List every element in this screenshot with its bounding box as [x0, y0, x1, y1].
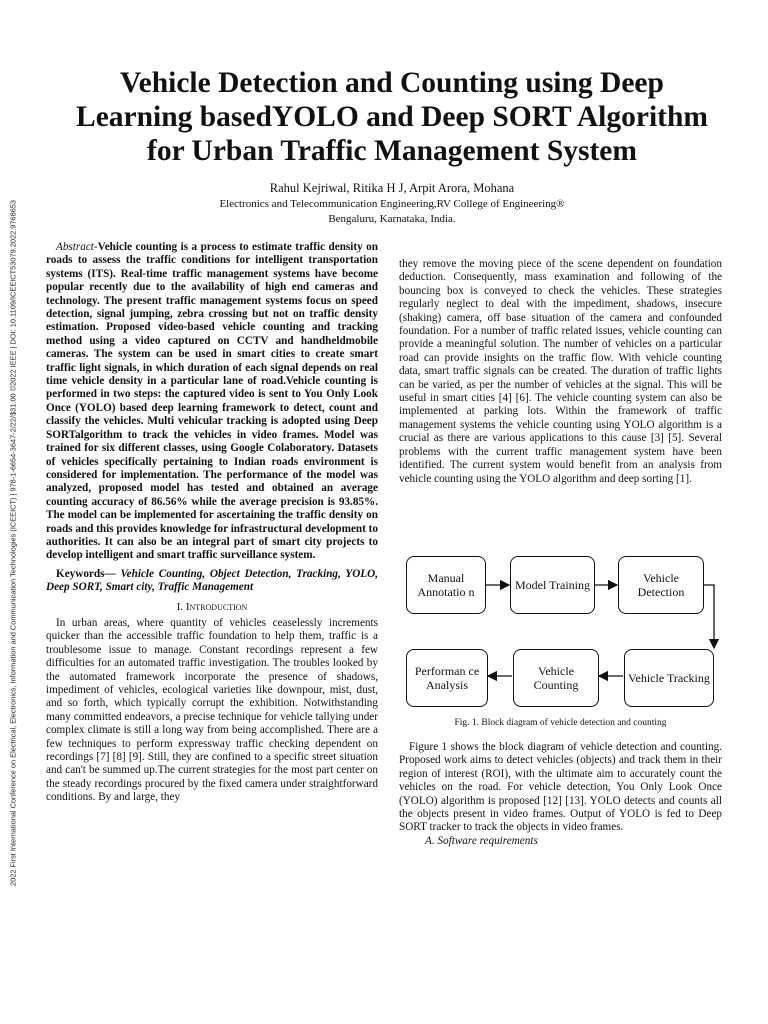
- right-column-paragraph: they remove the moving piece of the scene dependent on foundation deduction. Consequently, mass examination and following of the bouncing box is conveyed to check the vehicles. These strategies regularly neglect to deal with the impediment, shadows, insecure (shaking) camera, off base situation of the camera and confounded foundation. For a number of traffic related issues, vehicle counting can provide a meaningful solution. The number of vehicles on a particular road can provide insights on the traffic flow. With vehicle counting data, smart traffic signals can be created. The duration of traffic lights can be varied, as per the number of vehicles at the signal. This will be useful in smart cities [4] [6]. The vehicle counting system can also be implemented at parking lots. Within the framework of traffic management systems the vehicle counting using YOLO algorithm is a crucial as there are various applications to this cause [3] [5]. Several problems with the current traffic management system have been identified. The current system would benefit from an analysis from vehicle counting using the YOLO algorithm and deep sorting [1].: [399, 258, 722, 485]
- box-manual-annotation: Manual Annotatio n: [406, 556, 486, 614]
- affiliation-line-1: Electronics and Telecommunication Engineering,RV College of Engineering®: [219, 198, 565, 210]
- side-banner-text: 2022 First International Conference on Electrical, Electronics, Information and Communication Technologies (ICEEICT) | 978-1-6654-3647-2/22/$31.00 ©2022 IEEE | DOI: 10.1109/ICEEICT53079.2022.9768653: [8, 199, 18, 887]
- block-diagram: [399, 550, 722, 715]
- right-column: [399, 258, 722, 486]
- left-column: [46, 241, 378, 805]
- box-model-training: Model Training: [510, 556, 595, 614]
- keywords-text: Vehicle Counting, Object Detection, Tracking, YOLO, Deep SORT, Smart city, Traffic Management: [46, 567, 379, 594]
- section-title: Introduction: [185, 600, 248, 613]
- box-vehicle-detection: Vehicle Detection: [618, 556, 704, 614]
- box-performance-analysis: Performan ce Analysis: [406, 649, 488, 707]
- title-line-1: Vehicle Detection and Counting using Deep: [120, 67, 664, 99]
- abstract-text: Vehicle counting is a process to estimate traffic density on roads to assess the traffic conditions for intelligent transportation systems (ITS). Real-time traffic management systems have become popular recently due to the availability of high end cameras and technology. The present traffic management systems focus on speed detection, signal jumping, zebra crossing but not on traffic density estimation. Proposed video-based vehicle counting and tracking method using a video captured on CCTV and handheldmobile cameras. The system can be used in smart cities to create smart traffic light signals, in which duration of each signal depends on real time vehicle density in a particular lane of road.Vehicle counting is performed in two steps: the captured video is sent to You Only Look Once (YOLO) based deep learning framework to detect, count and classify the vehicles. Multi vehicular tracking is adopted using Deep SORTalgorithm to track the vehicles in video frames. Model was trained for six different classes, using Google Colaboratory. Datasets of vehicles specifically pertaining to Indian roads environment is considered for implementation. The performance of the model was analyzed, proposed model has tested and obtained an average counting accuracy of 86.56% while the average precision is 93.85%. The model can be implemented for ascertaining the traffic density on roads and this provides knowledge for infrastructural development to authorities. It can also be an integral part of smart city projects to develop intelligent and smart traffic surveillance system.: [46, 241, 378, 562]
- paper-title: [40, 66, 744, 168]
- title-line-2: Learning basedYOLO and Deep SORT Algorithm: [76, 101, 708, 133]
- abstract: [46, 241, 378, 563]
- abstract-label: Abstract-: [56, 241, 98, 253]
- title-line-3: for Urban Traffic Management System: [147, 135, 637, 167]
- conference-side-banner: [6, 128, 20, 958]
- figure-caption: Fig. 1. Block diagram of vehicle detection and counting: [454, 718, 667, 728]
- box-vehicle-tracking: Vehicle Tracking: [624, 649, 714, 707]
- section-heading-introduction: [46, 601, 378, 614]
- introduction-paragraph: In urban areas, where quantity of vehicles ceaselessly increments quicker than the accessible traffic foundation to help them, traffic is a troublesome issue to manage. Constant recordings represent a few difficulties for an automated traffic investigation. The troubles looked by the automated framework incorporate the presence of shadows, impediment of vehicles, ecological varieties like downpour, mist, dust, and so forth, which typically corrupt the exhibition. Notwithstanding many committed endeavors, a precise technique for vehicle tallying under complex climate is still a long way from being accomplished. There are a few techniques to perform expressway traffic checking dependent on recordings [7] [8] [9]. Still, they are confined to a specific street situation and can't be summed up.The current strategies for the most part center on the steady recordings procured by the fixed camera under straightforward conditions. By and large, they: [46, 616, 378, 804]
- authors: Rahul Kejriwal, Ritika H J, Arpit Arora, Mohana: [269, 181, 515, 195]
- affiliation: [40, 197, 744, 227]
- box-vehicle-counting: Vehicle Counting: [513, 649, 599, 707]
- subsection-heading: A. Software requirements: [425, 834, 538, 847]
- keywords-label: Keywords—: [56, 567, 116, 580]
- arrow-detection-to-tracking: [704, 585, 714, 648]
- figure-description-paragraph: Figure 1 shows the block diagram of vehicle detection and counting. Proposed work aims to detect vehicles (objects) and track them in their region of interest (ROI), with the ultimate aim to accurately count the vehicles on the road. For vehicle detection, You Only Look Once (YOLO) algorithm is proposed [12] [13]. YOLO detects and counts all the objects present in video frames. Output of YOLO is fed to Deep SORT tracker to track the objects in video frames.: [399, 741, 722, 834]
- affiliation-line-2: Bengaluru, Karnataka, India.: [328, 213, 456, 225]
- section-number: I.: [176, 600, 184, 613]
- keywords: [46, 568, 378, 595]
- right-column-lower: [399, 741, 722, 848]
